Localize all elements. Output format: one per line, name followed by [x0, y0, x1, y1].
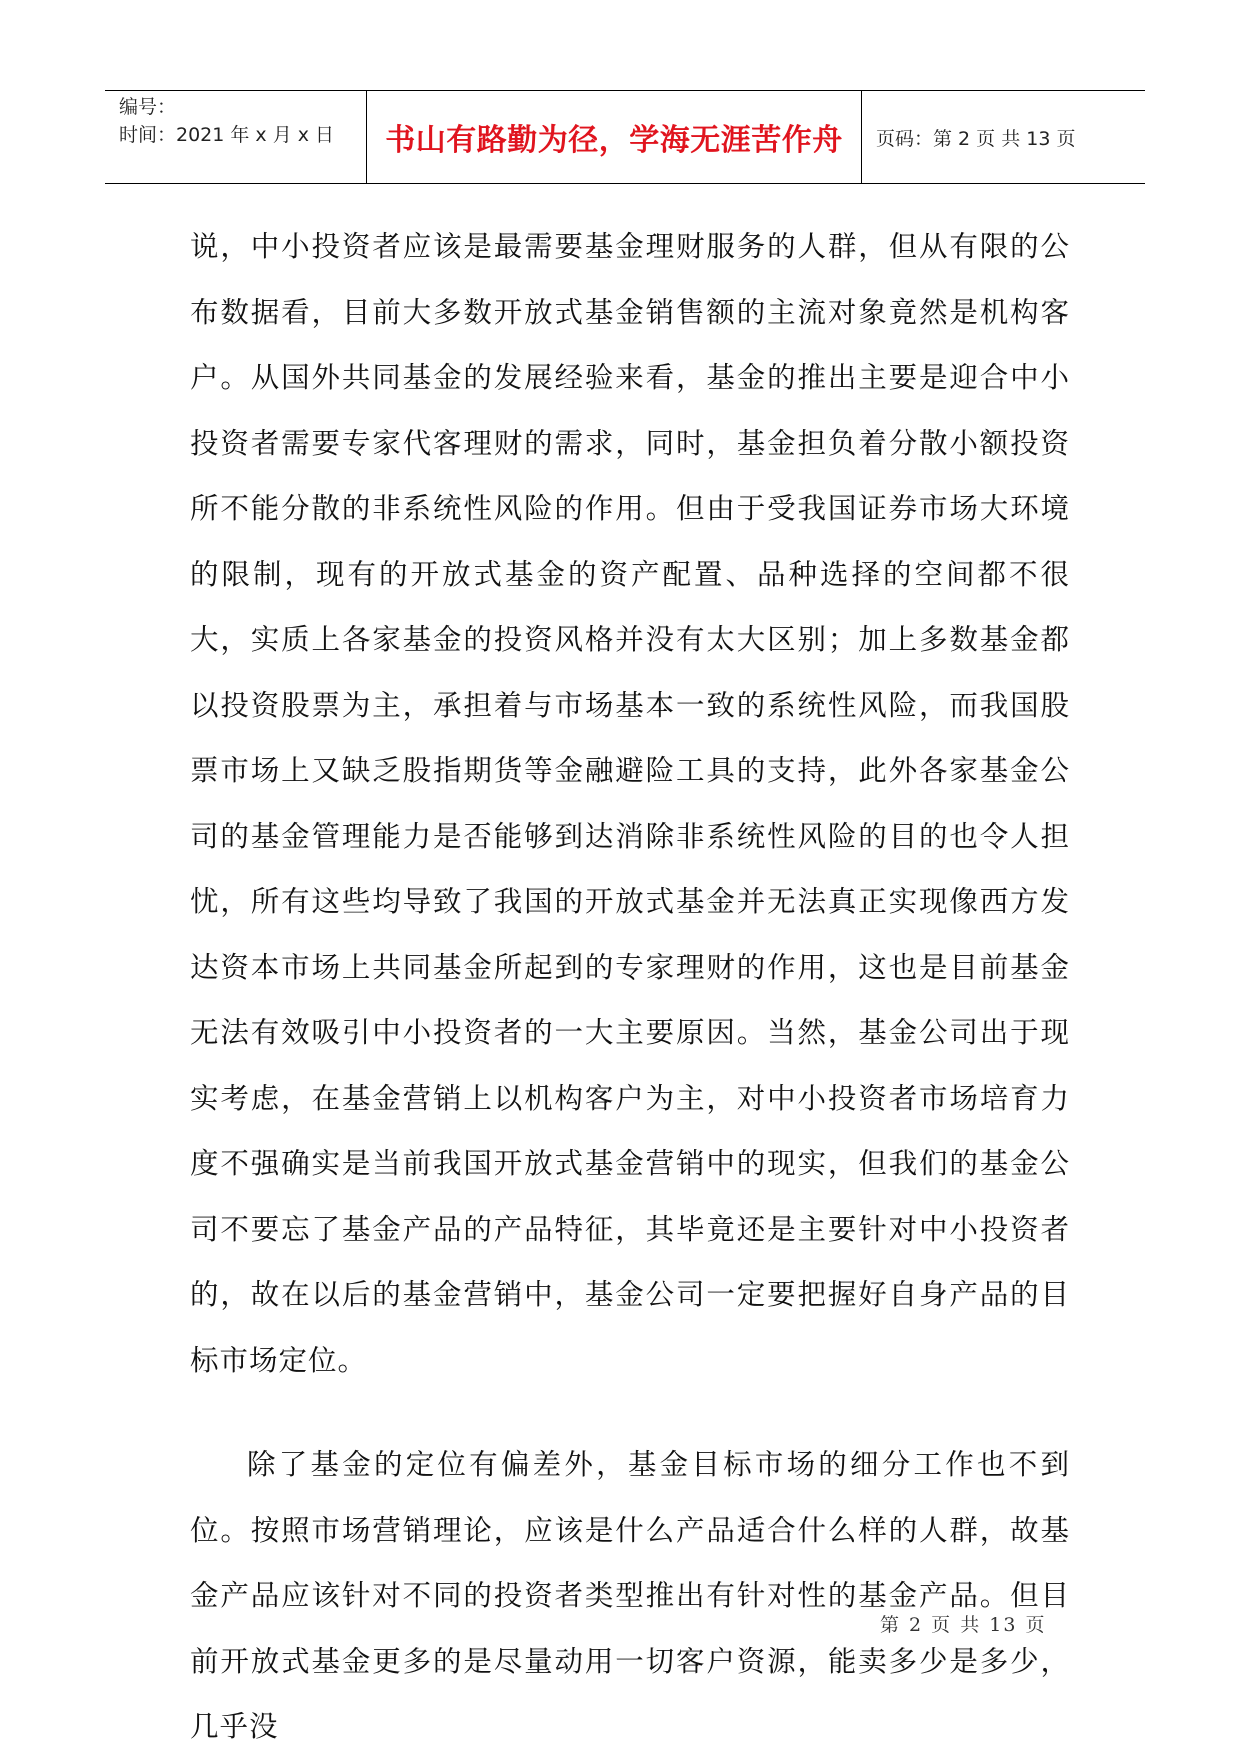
- paragraph: 说，中小投资者应该是最需要基金理财服务的人群，但从有限的公布数据看，目前大多数开放式基金销售额的主流对象竟然是机构客户。从国外共同基金的发展经验来看，基金的推出主要是迎合中小投资者需要专家代客理财的需求，同时，基金担负着分散小额投资所不能分散的非系统性风险的作用。但由于受我国证券市场大环境的限制，现有的开放式基金的资产配置、品种选择的空间都不很大，实质上各家基金的投资风格并没有太大区别；加上多数基金都以投资股票为主，承担着与市场基本一致的系统性风险，而我国股票市场上又缺乏股指期货等金融避险工具的支持，此外各家基金公司的基金管理能力是否能够到达消除非系统性风险的目的也令人担忧，所有这些均导致了我国的开放式基金并无法真正实现像西方发达资本市场上共同基金所起到的专家理财的作用，这也是目前基金无法有效吸引中小投资者的一大主要原因。当然，基金公司出于现实考虑，在基金营销上以机构客户为主，对中小投资者市场培育力度不强确实是当前我国开放式基金营销中的现实，但我们的基金公司不要忘了基金产品的产品特征，其毕竟还是主要针对中小投资者的，故在以后的基金营销中，基金公司一定要把握好自身产品的目标市场定位。: [190, 230, 1070, 1377]
- paragraph: 除了基金的定位有偏差外，基金目标市场的细分工作也不到位。按照市场营销理论，应该是什么产品适合什么样的人群，故基金产品应该针对不同的投资者类型推出有针对性的基金产品。但目前开放式基金更多的是尽量动用一切客户资源，能卖多少是多少，几乎没: [190, 1448, 1070, 1743]
- header-page-number: 页码：第 2 页 共 13 页: [876, 127, 1076, 150]
- page-header: [105, 90, 1145, 184]
- header-motto: 书山有路勤为径，学海无涯苦作舟: [367, 91, 862, 183]
- header-meta: [105, 91, 367, 183]
- document-date: 时间：2021 年 x 月 x 日: [119, 124, 335, 146]
- page-footer: 第 2 页 共 13 页: [880, 1614, 1047, 1636]
- document-body: [190, 214, 1070, 1760]
- document-number: 编号：: [119, 96, 177, 118]
